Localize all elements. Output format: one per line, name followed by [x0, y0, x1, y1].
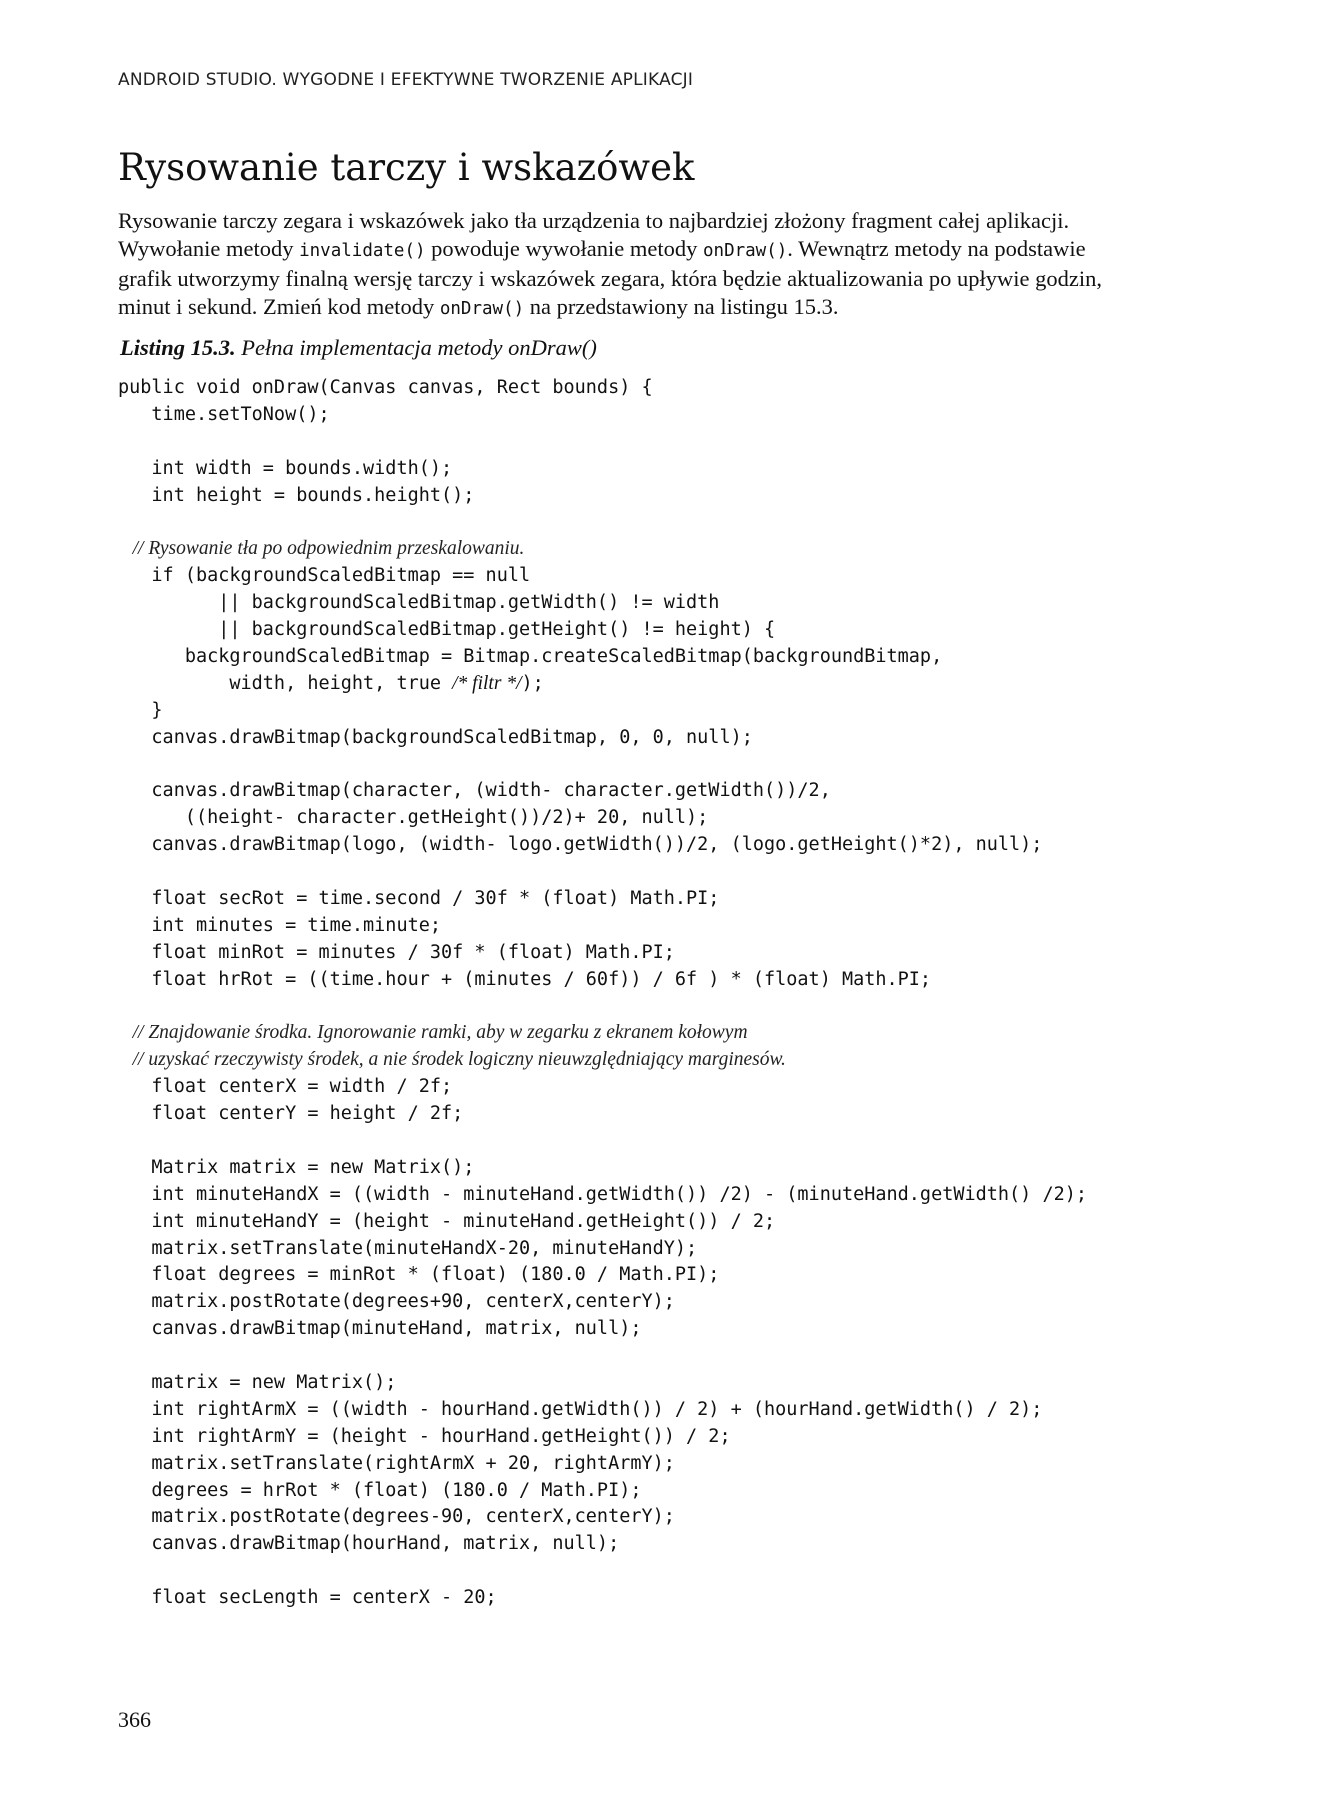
- code-line: int rightArmX = ((width - hourHand.getWidth()) / 2) + (hourHand.getWidth() / 2);: [118, 1398, 1043, 1420]
- intro-text: powoduje wywołanie metody: [425, 235, 703, 261]
- inline-code: invalidate(): [299, 240, 426, 261]
- code-line: time.setToNow();: [118, 403, 330, 425]
- code-line: [118, 1558, 1238, 1585]
- code-line: matrix.postRotate(degrees+90, centerX,centerY);: [118, 1291, 675, 1313]
- listing-caption: [120, 335, 597, 361]
- code-line: canvas.drawBitmap(logo, (width- logo.getWidth())/2, (logo.getHeight()*2), null);: [118, 834, 1043, 856]
- code-line: Matrix matrix = new Matrix();: [118, 1156, 475, 1178]
- code-line: int minuteHandY = (height - minuteHand.getHeight()) / 2;: [118, 1210, 776, 1232]
- code-line: float degrees = minRot * (float) (180.0 / Math.PI);: [118, 1264, 720, 1286]
- intro-line: [118, 293, 1228, 324]
- intro-line: [118, 265, 1228, 293]
- code-text: );: [521, 672, 544, 694]
- section-title: Rysowanie tarczy i wskazówek: [118, 146, 695, 189]
- code-comment: // uzyskać rzeczywisty środek, a nie środek logiczny nieuwzględniający marginesów.: [118, 1049, 786, 1071]
- code-line: matrix.postRotate(degrees-90, centerX,centerY);: [118, 1506, 675, 1528]
- page-number: 366: [118, 1707, 151, 1732]
- code-line: ((height- character.getHeight())/2)+ 20, null);: [118, 807, 709, 829]
- code-line: [118, 1343, 1238, 1370]
- code-line: [118, 509, 1238, 536]
- code-line: int minuteHandX = ((width - minuteHand.getWidth()) /2) - (minuteHand.getWidth() /2);: [118, 1183, 1088, 1205]
- code-line: }: [118, 699, 163, 721]
- code-line: if (backgroundScaledBitmap == null: [118, 565, 531, 587]
- code-line: int height = bounds.height();: [118, 484, 475, 506]
- inline-comment: /* filtr */: [452, 672, 522, 694]
- code-line: matrix = new Matrix();: [118, 1371, 397, 1393]
- code-line: float secRot = time.second / 30f * (float) Math.PI;: [118, 887, 720, 909]
- code-line: canvas.drawBitmap(backgroundScaledBitmap, 0, 0, null);: [118, 726, 753, 748]
- intro-text: minut i sekund. Zmień kod metody: [118, 293, 440, 319]
- intro-paragraph: [118, 207, 1228, 323]
- code-line: degrees = hrRot * (float) (180.0 / Math.PI);: [118, 1479, 642, 1501]
- code-line: [118, 859, 1238, 886]
- code-line: [118, 1128, 1238, 1155]
- inline-code: onDraw(): [439, 298, 525, 319]
- intro-text: Wywołanie metody: [118, 235, 300, 261]
- code-comment: // Rysowanie tła po odpowiednim przeskalowaniu.: [118, 538, 525, 560]
- intro-line: [118, 207, 1228, 235]
- code-text: width, height, true: [118, 672, 453, 694]
- code-line: canvas.drawBitmap(character, (width- character.getWidth())/2,: [118, 780, 831, 802]
- code-line: float hrRot = ((time.hour + (minutes / 60f)) / 6f ) * (float) Math.PI;: [118, 968, 932, 990]
- running-header: ANDROID STUDIO. WYGODNE I EFEKTYWNE TWORZENIE APLIKACJI: [118, 70, 694, 90]
- code-line: || backgroundScaledBitmap.getHeight() != height) {: [118, 619, 776, 641]
- intro-text: . Wewnątrz metody na podstawie: [787, 235, 1086, 261]
- code-line: [118, 429, 1238, 456]
- code-line: matrix.setTranslate(minuteHandX-20, minuteHandY);: [118, 1237, 698, 1259]
- code-line: [118, 751, 1238, 778]
- code-line: canvas.drawBitmap(minuteHand, matrix, null);: [118, 1318, 642, 1340]
- intro-text: Rysowanie tarczy zegara i wskazówek jako tła urządzenia to najbardziej złożony fragment całej aplikacji.: [118, 208, 1070, 233]
- code-line: int rightArmY = (height - hourHand.getHeight()) / 2;: [118, 1425, 731, 1447]
- code-line: matrix.setTranslate(rightArmX + 20, rightArmY);: [118, 1452, 675, 1474]
- code-line: [118, 993, 1238, 1020]
- code-line: float centerX = width / 2f;: [118, 1076, 453, 1098]
- code-line: float minRot = minutes / 30f * (float) Math.PI;: [118, 941, 675, 963]
- code-line: backgroundScaledBitmap = Bitmap.createScaledBitmap(backgroundBitmap,: [118, 645, 943, 667]
- intro-text: na przedstawiony na listingu 15.3.: [524, 293, 839, 319]
- code-line: public void onDraw(Canvas canvas, Rect bounds) {: [118, 377, 653, 398]
- intro-line: [118, 235, 1228, 266]
- code-line: int minutes = time.minute;: [118, 914, 442, 936]
- code-listing: [118, 375, 1238, 1612]
- listing-title: Pełna implementacja metody onDraw(): [235, 335, 597, 360]
- listing-label: Listing 15.3.: [120, 335, 236, 360]
- code-line: [118, 671, 1238, 698]
- inline-code: onDraw(): [703, 240, 788, 261]
- code-line: int width = bounds.width();: [118, 457, 453, 479]
- intro-text: grafik utworzymy finalną wersję tarczy i wskazówek zegara, która będzie aktualizowania po upływie godzin,: [118, 266, 1102, 291]
- code-line: canvas.drawBitmap(hourHand, matrix, null);: [118, 1533, 620, 1555]
- code-line: float secLength = centerX - 20;: [118, 1587, 497, 1609]
- code-line: float centerY = height / 2f;: [118, 1103, 464, 1125]
- code-comment: // Znajdowanie środka. Ignorowanie ramki, aby w zegarku z ekranem kołowym: [118, 1022, 748, 1044]
- code-line: || backgroundScaledBitmap.getWidth() != width: [118, 592, 720, 614]
